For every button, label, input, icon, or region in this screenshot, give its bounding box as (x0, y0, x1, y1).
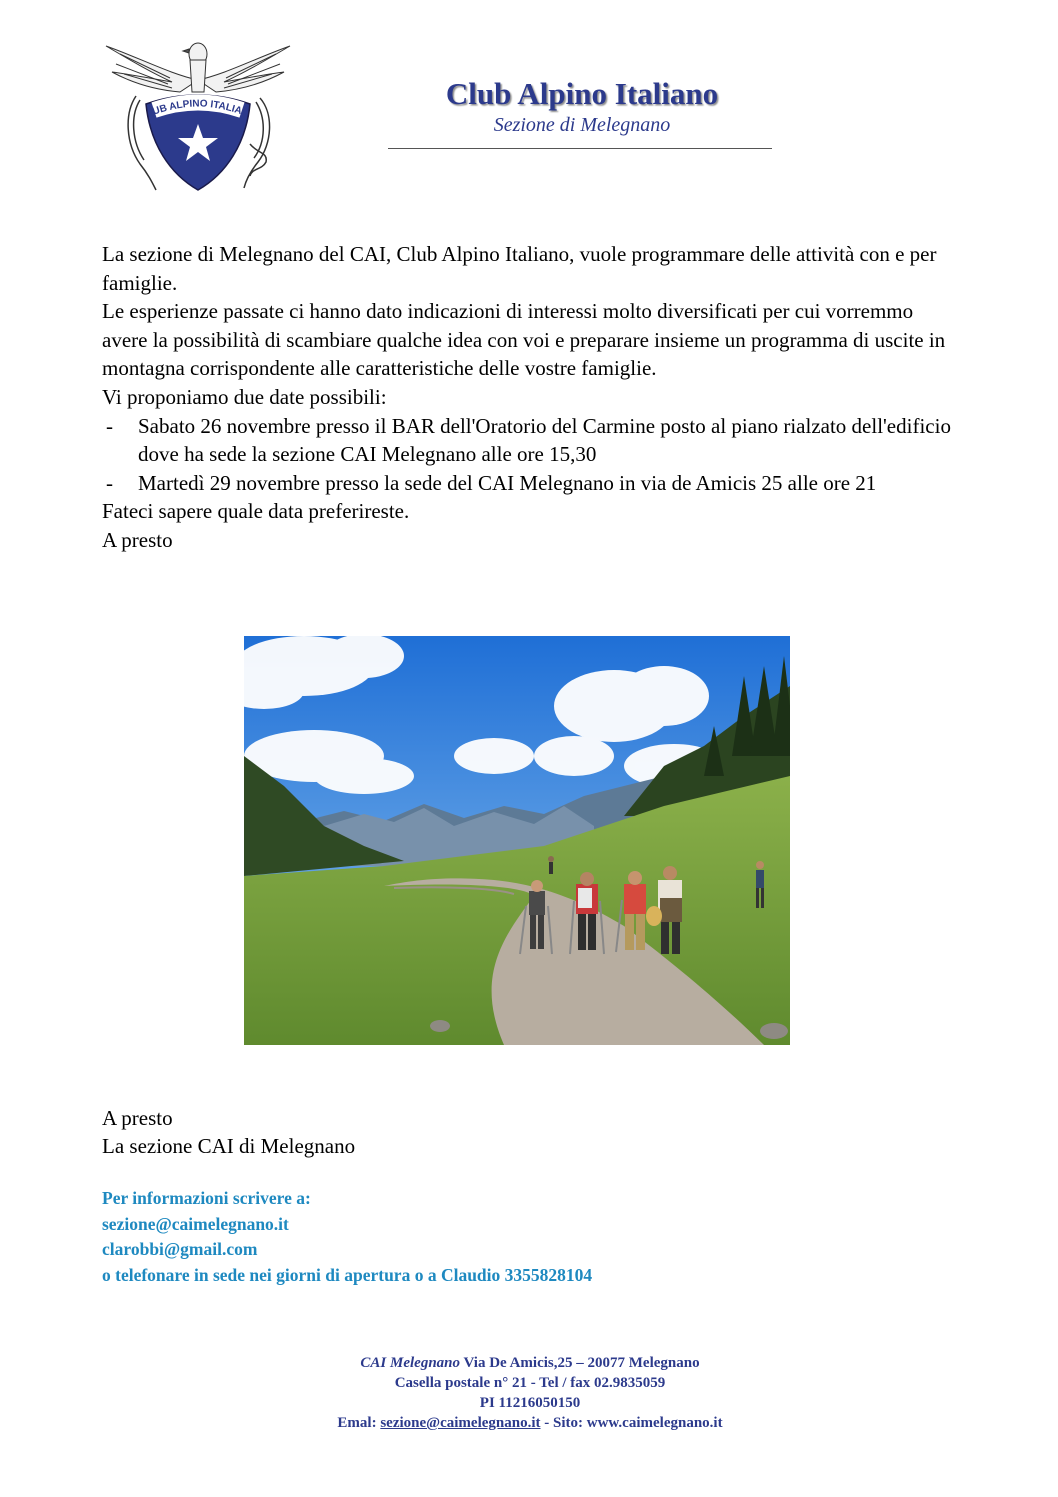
footer-vat-line: PI 11216050150 (479, 1395, 581, 1411)
list-item: - Martedì 29 novembre presso la sede del CAI Melegnano in via de Amicis 25 alle ore 21 (106, 470, 877, 495)
org-name: Club Alpino Italiano (445, 76, 719, 111)
date-list (102, 412, 962, 498)
paragraph-see-you: A presto (102, 527, 173, 552)
footer-email-label: Emal: (337, 1415, 381, 1431)
contact-email-1[interactable]: sezione@caimelegnano.it (102, 1213, 289, 1234)
footer-site: - Sito: www.caimelegnano.it (540, 1415, 723, 1431)
logo-text: UB ALPINO ITALIA (151, 98, 244, 118)
paragraph-ask: Fateci sapere quale data preferireste. (102, 499, 410, 524)
footer-web-line (230, 1413, 830, 1433)
contact-info (102, 1186, 592, 1288)
list-item: - Sabato 26 novembre presso il BAR dell'Oratorio del Carmine posto al piano rialzato dell'edificio dove ha sede la sezione CAI Melegnano alle ore 15,30 (106, 413, 951, 467)
date-option-2: Martedì 29 novembre presso la sede del CAI Melegnano in via de Amicis 25 alle ore 21 (138, 470, 877, 495)
contact-phone: o telefonare in sede nei giorni di apertura o a Claudio 3355828104 (102, 1264, 593, 1285)
footer-org: CAI Melegnano (360, 1355, 461, 1371)
date-option-1: Sabato 26 novembre presso il BAR dell'Oratorio del Carmine posto al piano rialzato dell'edificio dove ha sede la sezione CAI Melegnano alle ore 15,30 (138, 413, 951, 467)
section-name: Sezione di Melegnano (493, 114, 671, 136)
letterhead (388, 76, 776, 149)
footer-address-line (230, 1353, 830, 1373)
paragraph-dates-intro: Vi proponiamo due date possibili: (102, 384, 387, 409)
hikers-photo (244, 636, 790, 1045)
footer-address: Via De Amicis,25 – 20077 Melegnano (460, 1355, 700, 1371)
cai-logo (100, 34, 296, 196)
footer-email-link[interactable]: sezione@caimelegnano.it (380, 1415, 541, 1431)
contact-intro: Per informazioni scrivere a: (102, 1188, 311, 1208)
footer (230, 1353, 830, 1433)
header-divider (388, 148, 772, 149)
contact-email-2[interactable]: clarobbi@gmail.com (102, 1239, 258, 1259)
closing (102, 1104, 355, 1160)
letter-body (102, 240, 962, 555)
signature-line: La sezione CAI di Melegnano (102, 1134, 356, 1158)
paragraph-experience: Le esperienze passate ci hanno dato indicazioni di interessi molto diversificati per cui vorremmo avere la possibilità di scambiare qualche idea con voi e preparare insieme un programma di uscite in montagna corrispondente alle caratteristiche delle vostre famiglie. (102, 299, 946, 381)
closing-line-1: A presto (102, 1106, 173, 1130)
footer-postal-line: Casella postale n° 21 - Tel / fax 02.9835059 (394, 1375, 666, 1391)
paragraph-intro: La sezione di Melegnano del CAI, Club Alpino Italiano, vuole programmare delle attività con e per famiglie. (102, 242, 937, 295)
